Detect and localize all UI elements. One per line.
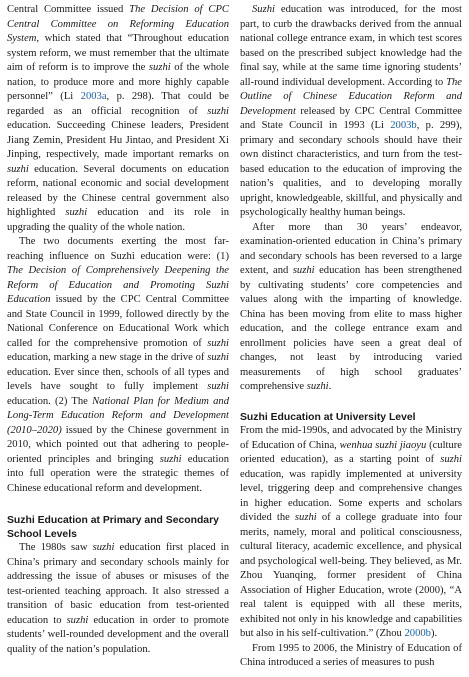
section-heading: Suzhi Education at University Level [240,411,416,423]
paragraph: Suzhi education was introduced, for the most part, to curb the drawbacks derived from the annual national college entrance exam, in which test scores based on the prescribed subject knowledge had the final say, while at the same time ignoring students’ all-round individual development. According to The Outline of Chinese Education Reform and Development released by CPC Central Committee and State Council in 1993 (Li 2003b, p. 299), primary and secondary schools should have their own distinct characteristics, and turn from the test-based education to the education of improving the nation’s qualities, and to developing morally upright, knowledgeable, skillful, and physically and psychologically healthy human beings. [240,4,462,218]
citation-link[interactable]: 2000b [404,628,431,639]
paragraph: The 1980s saw suzhi education first placed in China’s primary and secondary schools mainly for addressing the issue of abuses or misuses of the test-oriented teaching approach. It also stressed a transition of basic education from test-oriented education to suzhi education in order to promote students’ well-rounded development and the overall quality of the nation’s population. [7,542,229,655]
right-column [240,3,462,677]
paragraph: After more than 30 years’ endeavor, examination-oriented education in China’s primary and secondary schools has been reversed to a large extent, and suzhi education has been strengthened by cultivating students’ core competencies and values along with the imparting of knowledge. China has been moving from elite to mass higher education, and the college entrance exam and enrollment policies have seen a great deal of changes, not least by introducing varied measurements of high school graduates’ comprehensive suzhi. [240,221,462,392]
citation-link[interactable]: 2003a [80,91,107,102]
citation-link[interactable]: 2003b [390,120,417,131]
paragraph: From the mid-1990s, and advocated by the Ministry of Education of China, wenhua suzhi jiaoyu (culture oriented education), as a starting point of suzhi education, was rapidly implemented at university level, triggering deep and comprehensive changes in higher education. Some experts and scholars divided the suzhi of a college graduate into four merits, namely, moral and political consciousness, cultural literacy, academic excellence, and physical and psychological well-being. They believed, as Mr. Zhou Yuanqing, former president of China Association of Higher Education, wrote (2000), “A real talent is equipped with all these merits, exhibited not only in his knowledge and capabilities but also in his self-cultivation.” (Zhou 2000b). [240,425,462,639]
paragraph: Central Committee issued The Decision of CPC Central Committee on Reforming Education System, which stated that “Throughout education system reform, we must remember that the ultimate aim of reform is to improve the suzhi of the whole nation, to produce more and more highly capable personnel” (Li 2003a, p. 298). That could be regarded as an official recognition of suzhi education. Succeeding Chinese leaders, President Jiang Zemin, President Hu Jintao, and President Xi Jinping, respectively, made important remarks on suzhi education. Several documents on education reform, national economic and social development released by the Chinese central government also highlighted suzhi education and its role in upgrading the quality of the whole nation. [7,4,229,233]
section-heading: Suzhi Education at Primary and Secondary School Levels [7,515,219,540]
paragraph: From 1995 to 2006, the Ministry of Education of China introduced a series of measures to push [240,642,462,668]
left-column [7,3,229,677]
paragraph: The two documents exerting the most far-reaching influence on Suzhi education were: (1) The Decision of Comprehensively Deepening the Reform of Education and Promoting Suzhi Education issued by the CPC Central Committee and State Council in 1999, followed directly by the National Conference on Educational Work which called for the comprehensive promotion of suzhi education, marking a new stage in the drive of suzhi education. Ever since then, schools of all types and levels have sought to fully implement suzhi education. (2) The National Plan for Medium and Long-Term Education Reform and Development (2010–2020) issued by the Chinese government in 2010, which pointed out that adhering to people-oriented principles and bringing suzhi education into full operation were the strategic themes of Chinese educational reform and development. [7,236,229,494]
